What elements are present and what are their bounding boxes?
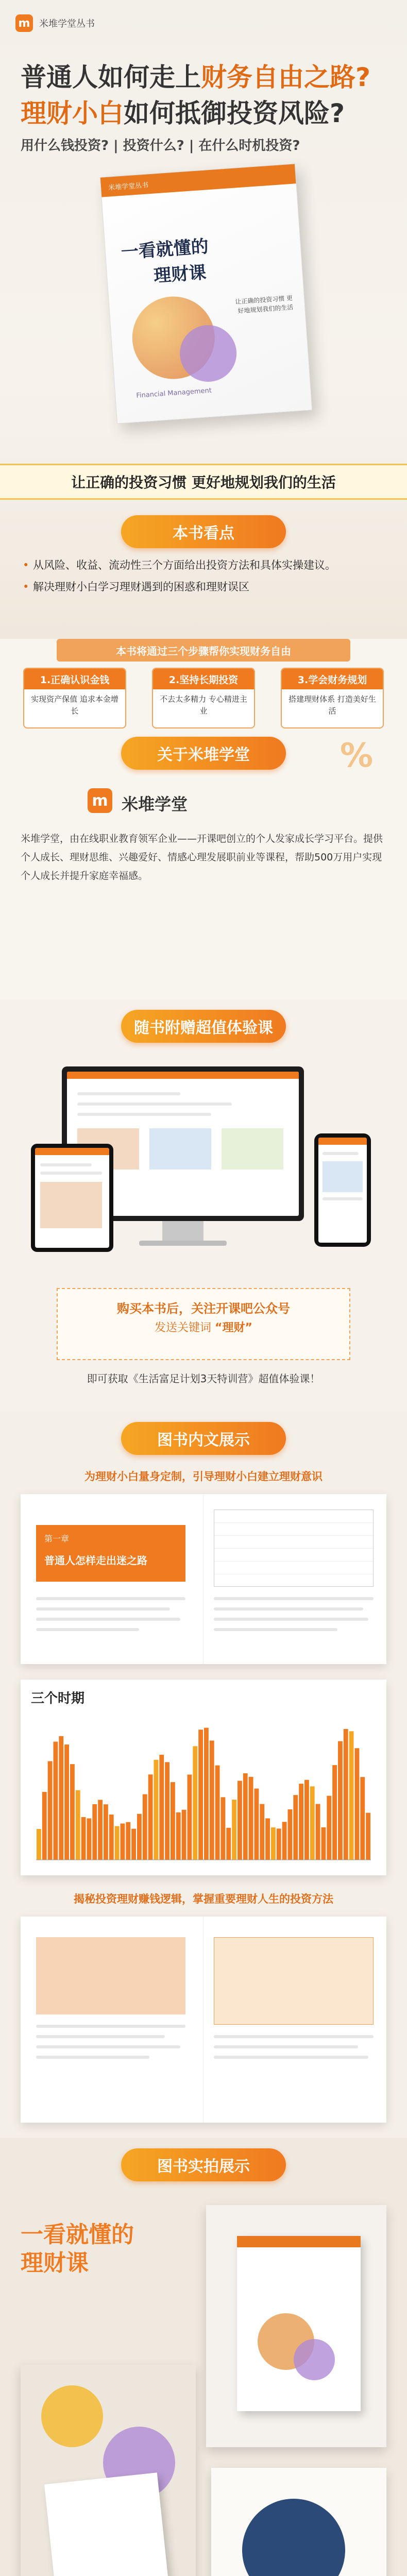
- chart-bar: [148, 1774, 153, 1860]
- chart-bar: [221, 1797, 226, 1860]
- photo-book: [237, 2236, 361, 2411]
- text-line: [36, 2045, 180, 2048]
- about-name: 米堆学堂: [122, 794, 188, 814]
- chapter-label: 第一章: [44, 1534, 70, 1544]
- chart-bar: [249, 1777, 253, 1860]
- chart-bar: [321, 1827, 326, 1860]
- chart-bar: [131, 1829, 136, 1860]
- chart-bar: [176, 1812, 181, 1860]
- step-card-2: [152, 668, 255, 728]
- chart-bar: [299, 1784, 303, 1860]
- photo-book-title: 一看就懂的 理财课: [21, 2222, 134, 2276]
- chart-bar: [277, 1828, 281, 1860]
- spread-left: [21, 1917, 204, 2123]
- screen-topbar: [67, 1072, 299, 1079]
- inner-section: [0, 1412, 407, 2138]
- chart-bar: [165, 1762, 169, 1860]
- chart-bar: [54, 1742, 58, 1860]
- m-logo-icon: m: [88, 788, 112, 813]
- screen-line: [77, 1113, 211, 1116]
- list-item: • 从风险、收益、流动性三个方面给出投资方法和具体实操建议。: [21, 556, 386, 575]
- chart-bar: [87, 1818, 92, 1860]
- chart-bar: [126, 1822, 130, 1860]
- brand: [15, 14, 95, 32]
- chapter-name: 普通人怎样走出迷之路: [44, 1554, 147, 1567]
- info-panel: [214, 1937, 374, 2025]
- chart-bar: [215, 1766, 220, 1860]
- chart-bar: [76, 1790, 80, 1860]
- chart-bar: [182, 1810, 186, 1860]
- hero-section: [0, 0, 407, 639]
- chart-bar: [316, 1804, 320, 1860]
- page-spread-2: [21, 1917, 386, 2123]
- step-head: 2.坚持长期投资: [153, 669, 254, 689]
- chart-bar: [48, 1761, 53, 1860]
- chart-bar: [143, 1794, 147, 1860]
- text-line: [36, 1597, 185, 1600]
- about-title: 关于米堆学堂: [121, 737, 286, 770]
- chart-bar: [204, 1728, 209, 1860]
- bar-chart-svg: [21, 1680, 386, 1875]
- buy-line-3: 即可获取《生活富足计划3天特训营》超值体验课！: [87, 1372, 320, 1385]
- decor-ball: [41, 2385, 103, 2447]
- photos-section: [0, 2138, 407, 2576]
- chart-bar: [282, 1822, 287, 1860]
- chart-bar: [104, 1804, 108, 1860]
- spread-right: [204, 1917, 386, 2123]
- screen-topbar: [318, 1138, 367, 1145]
- screen-line: [323, 1197, 363, 1200]
- monitor-base: [139, 1241, 227, 1246]
- chart-bar: [366, 1813, 370, 1860]
- photos-title: 图书实拍展示: [121, 2148, 286, 2181]
- buy-line-2: 发送关键词 “理财”: [155, 1321, 252, 1334]
- screen-line: [323, 1152, 359, 1155]
- chart-bar: [171, 1782, 175, 1860]
- photo-card-3: [211, 2468, 386, 2576]
- hero-headline-1: 普通人如何走上财务自由之路?: [21, 62, 371, 92]
- chart-bar: [81, 1817, 86, 1860]
- chart-bar: [159, 1755, 164, 1860]
- steps-title: 本书将通过三个步骤帮你实现财务自由: [57, 639, 350, 662]
- text-line: [36, 2056, 149, 2059]
- phone-mockup: [314, 1133, 371, 1247]
- chart-bar: [288, 1809, 293, 1860]
- brand-name: 米堆学堂丛书: [39, 19, 95, 29]
- chart-bar: [255, 1789, 259, 1860]
- chart-bar: [121, 1823, 125, 1860]
- buy-line-1: 购买本书后，关注开课吧公众号: [117, 1301, 290, 1316]
- text-line: [214, 1597, 374, 1600]
- steps-band: [0, 598, 407, 639]
- photo-book-band: [237, 2236, 361, 2247]
- step-card-3: [281, 668, 384, 728]
- screen-thumb: [323, 1161, 363, 1192]
- step-head: 1.正确认识金钱: [24, 669, 125, 689]
- tablet-mockup: [31, 1144, 113, 1252]
- chart-bar: [37, 1829, 41, 1860]
- chart-bar: [260, 1804, 264, 1860]
- mini-table: [214, 1510, 374, 1587]
- text-line: [36, 2025, 185, 2028]
- chart-bar: [238, 1781, 242, 1860]
- screen-line: [77, 1103, 232, 1106]
- hero-slogan: 让正确的投资习惯 更好地规划我们的生活: [0, 464, 407, 500]
- phone-screen: [318, 1138, 367, 1243]
- screen-line: [40, 1163, 92, 1166]
- chart-bar: [344, 1729, 348, 1860]
- chart-bar: [293, 1795, 298, 1860]
- hero-headline-2: 理财小白如何抵御投资风险?: [21, 98, 345, 128]
- text-line: [36, 1607, 170, 1611]
- chart-bar: [193, 1746, 197, 1860]
- photo-card-1: [206, 2205, 386, 2447]
- illustration-block: [36, 1937, 185, 2014]
- chart-bar: [198, 1730, 203, 1860]
- chart-bar: [59, 1736, 63, 1860]
- step-body: 搭建理财体系 打造美好生活: [289, 694, 376, 716]
- chart-bar: [349, 1731, 354, 1860]
- screen-thumb: [222, 1128, 283, 1170]
- chapter-box: [36, 1525, 185, 1582]
- text-line: [214, 2045, 358, 2048]
- chart-bar: [332, 1765, 337, 1860]
- book-cover: [100, 163, 313, 423]
- list-item: • 解决理财小白学习理财遇到的困惑和理财误区: [21, 578, 386, 597]
- step-body: 不去太多精力 专心精进主业: [160, 694, 247, 716]
- book-series-band: 米堆学堂丛书: [100, 164, 296, 197]
- percent-icon: %: [340, 737, 374, 775]
- tablet-screen: [35, 1148, 109, 1248]
- step-head: 3.学会财务规划: [282, 669, 383, 689]
- chart-bar: [271, 1827, 276, 1860]
- buy-box: [57, 1288, 350, 1360]
- hero-subtitle: 用什么钱投资? | 投资什么? | 在什么时机投资?: [21, 138, 300, 154]
- inner-title: 图书内文展示: [121, 1422, 286, 1455]
- badge-circle: [242, 2499, 345, 2576]
- spread-right: [204, 1494, 386, 1664]
- chart-bar: [154, 1760, 159, 1860]
- screen-topbar: [35, 1148, 109, 1155]
- m-logo-icon: m: [15, 14, 33, 32]
- chart-bar: [70, 1764, 75, 1860]
- chart-bar: [115, 1826, 120, 1860]
- course-title: 随书附赠超值体验课: [121, 1010, 286, 1043]
- chart-bar: [360, 1777, 365, 1860]
- chart-bar: [338, 1741, 343, 1860]
- step-body: 实现资产保值 追求本金增长: [31, 694, 118, 716]
- text-line: [214, 1607, 363, 1611]
- about-text: 米堆学堂，由在线职业教育领军企业——开课吧创立的个人发家成长学习平台。提供个人成长、理财思维、兴趣爱好、情感心理发展职前业等课程，帮助500万用户实现个人成长并提升家庭幸福感。: [21, 833, 383, 882]
- photo-book: [44, 2472, 172, 2576]
- photo-card-2: [21, 2365, 196, 2576]
- screen-thumb: [149, 1128, 211, 1170]
- text-line: [36, 2035, 165, 2038]
- chart-bar: [355, 1748, 360, 1860]
- chart-bar: [327, 1796, 331, 1860]
- chart-bar: [210, 1740, 214, 1860]
- book-title-2: 理财课: [152, 262, 207, 286]
- text-line: [214, 2056, 368, 2059]
- chart-bar: [92, 1804, 97, 1860]
- chart-bar: [304, 1780, 309, 1860]
- spread-left: [21, 1494, 204, 1664]
- page-spread-1: [21, 1494, 386, 1664]
- inner-chart-page: [21, 1680, 386, 1875]
- book-cover-fm: Financial Management: [135, 386, 212, 400]
- text-line: [36, 1618, 180, 1621]
- chart-bar: [188, 1774, 192, 1860]
- chart-title: 三个时期: [31, 1691, 85, 1706]
- highlights-list: [21, 556, 386, 599]
- screen-line: [40, 1172, 102, 1175]
- chart-bar: [137, 1814, 142, 1860]
- text-line: [36, 1628, 139, 1631]
- chart-bar: [243, 1773, 248, 1860]
- chart-bar: [226, 1828, 231, 1860]
- screen-line: [77, 1092, 180, 1095]
- inner-caption-1: 为理财小白量身定制，引导理财小白建立理财意识: [84, 1470, 323, 1483]
- photo-book-blob: [294, 2339, 335, 2380]
- screen-thumb: [40, 1182, 102, 1228]
- chart-bar: [265, 1818, 270, 1860]
- text-line: [214, 2035, 374, 2038]
- chart-bar: [98, 1800, 103, 1860]
- inner-caption-2: 揭秘投资理财赚钱逻辑，掌握重要理财人生的投资方法: [74, 1893, 333, 1905]
- text-line: [214, 1628, 337, 1631]
- chart-bar: [109, 1815, 114, 1860]
- chart-bar: [310, 1786, 315, 1860]
- chart-bar: [64, 1744, 69, 1860]
- text-line: [214, 1618, 368, 1621]
- course-section: [0, 999, 407, 1412]
- monitor-stand: [162, 1221, 204, 1242]
- chart-bar: [232, 1800, 236, 1860]
- highlights-title: 本书看点: [121, 515, 286, 548]
- book-title-1: 一看就懂的: [120, 236, 210, 263]
- book-cover-tagline: 让正确的投资习惯 更好地规划我们的生活: [234, 294, 294, 315]
- step-card-1: [23, 668, 126, 728]
- about-content: [0, 732, 407, 999]
- chart-bar: [42, 1792, 47, 1860]
